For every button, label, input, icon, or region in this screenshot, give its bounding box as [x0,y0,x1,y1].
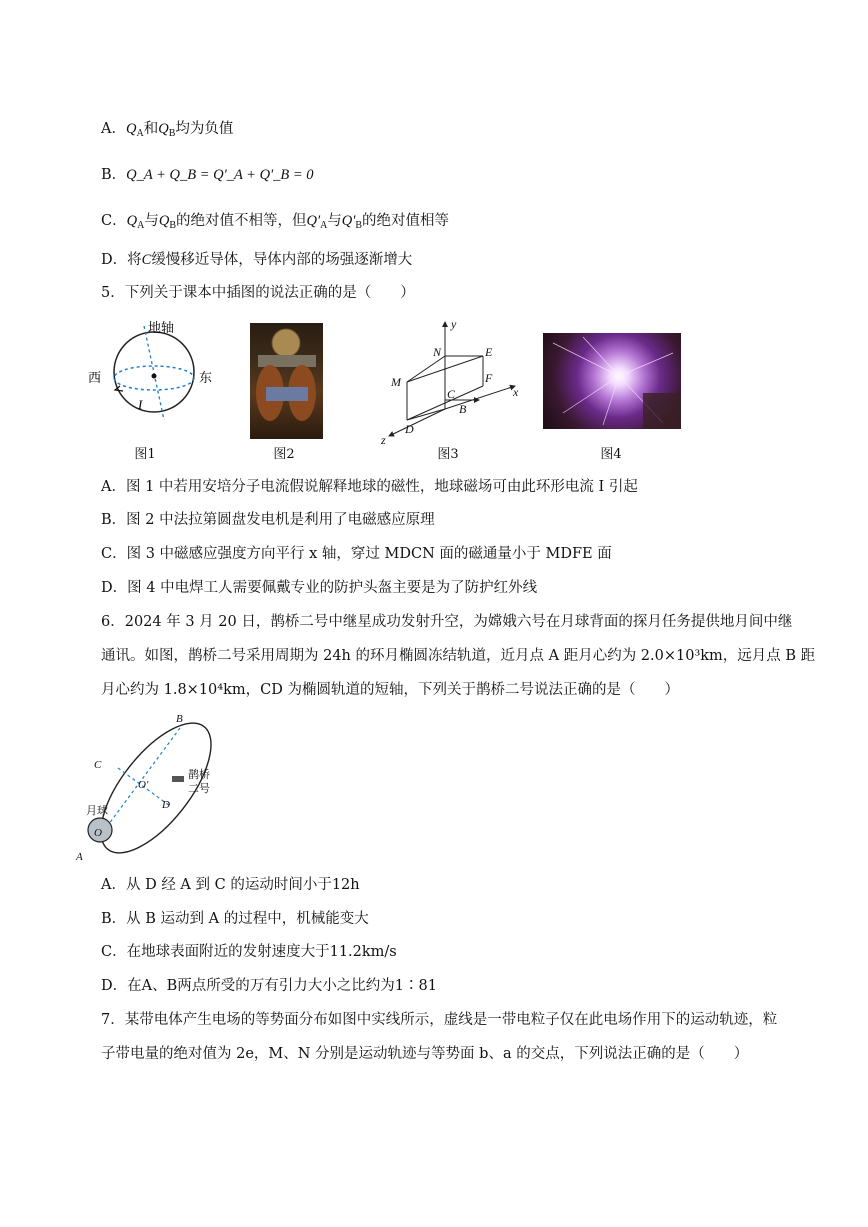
q4-option-c: C．$Q_A$与$Q_B$的绝对值不相等，但$Q'_A$与$Q'_B$的绝对值相等 [101,213,450,231]
fig3-label-n: N [433,345,442,359]
fig1-axis-label: 地轴 [148,321,175,336]
q6-label-moon: 月球 [86,804,108,817]
q6-label-b: B [176,713,183,725]
q6-label-o: O [94,827,102,839]
q6-stem-line1: 6．2024 年 3 月 20 日，鹊桥二号中继星成功发射升空，为嫦娥六号在月球背面的探月任务提供地月间中继 [101,614,793,630]
q7-stem-line2: 子带电量的绝对值为 2e，M、N 分别是运动轨迹与等势面 b、a 的交点，下列说法正确的是（ ） [101,1046,749,1062]
q5-option-c: C．图 3 中磁感应强度方向平行 x 轴，穿过 MDCN 面的磁通量小于 MDFE 面 [101,546,612,562]
fig1-caption: 图1 [134,447,156,462]
q5-figure3 [375,316,525,446]
q4-option-b: B．Q_A + Q_B = Q'_A + Q'_B = 0 [101,167,314,183]
q6-label-c: C [94,759,102,771]
q4-option-b-expr: Q_A + Q_B = Q'_A + Q'_B = 0 [126,167,314,183]
fig1-east-label: 东 [199,371,213,386]
q6-stem-line3: 月心约为 1.8×10⁴km，CD 为椭圆轨道的短轴，下列关于鹊桥二号说法正确的是（ ） [101,682,679,698]
q5-figure1 [86,316,226,426]
q6-label-d: D [162,799,170,811]
fig3-label-d: D [405,422,414,436]
q5-option-d: D．图 4 中电焊工人需要佩戴专业的防护头盔主要是为了防护红外线 [101,580,538,596]
fig3-label-f: F [485,371,493,385]
q6-stem-line2: 通讯。如图，鹊桥二号采用周期为 24h 的环月椭圆冻结轨道，近月点 A 距月心约为 2.0×10³km，远月点 B 距 [101,648,816,664]
q4-option-a: A．$Q_A$和$Q_B$均为负值 [101,121,234,139]
q6-option-c: C．在地球表面附近的发射速度大于11.2km/s [101,944,397,960]
q6-label-o-prime: O' [138,779,149,791]
q7-stem-line1: 7．某带电体产生电场的等势面分布如图中实线所示，虚线是一带电粒子仅在此电场作用下的运动轨迹，粒 [101,1012,778,1028]
fig3-label-e: E [485,345,493,359]
q6-option-a: A．从 D 经 A 到 C 的运动时间小于12h [101,877,360,893]
q5-figure4-photo [543,333,681,429]
fig4-caption: 图4 [600,447,622,462]
q5-stem: 5．下列关于课本中插图的说法正确的是（ ） [101,285,415,301]
fig1-current-label: I [138,397,143,412]
fig3-label-c: C [447,387,456,401]
q4-option-d: D．将C缓慢移近导体，导体内部的场强逐渐增大 [101,252,413,268]
q6-option-b: B．从 B 运动到 A 的过程中，机械能变大 [101,911,369,927]
fig2-caption: 图2 [273,447,295,462]
q6-label-erhao: 二号 [188,782,210,795]
fig3-caption: 图3 [437,447,459,462]
q6-orbit-figure [74,710,234,862]
q5-figure2-photo [250,323,323,439]
q5-option-a: A．图 1 中若用安培分子电流假说解释地球的磁性，地球磁场可由此环形电流 I 引起 [101,479,638,495]
fig3-label-m: M [391,375,401,389]
fig3-label-y: y [451,317,457,331]
fig1-west-label: 西 [88,371,102,386]
q5-option-b: B．图 2 中法拉第圆盘发电机是利用了电磁感应原理 [101,512,435,528]
q6-label-a: A [76,851,83,862]
q6-label-queqiao: 鹊桥 [188,768,210,781]
fig3-label-b: B [459,402,467,416]
q6-option-d: D．在A、B两点所受的万有引力大小之比约为1∶81 [101,978,437,994]
fig3-label-x: x [513,385,519,399]
fig3-label-z: z [381,433,386,446]
